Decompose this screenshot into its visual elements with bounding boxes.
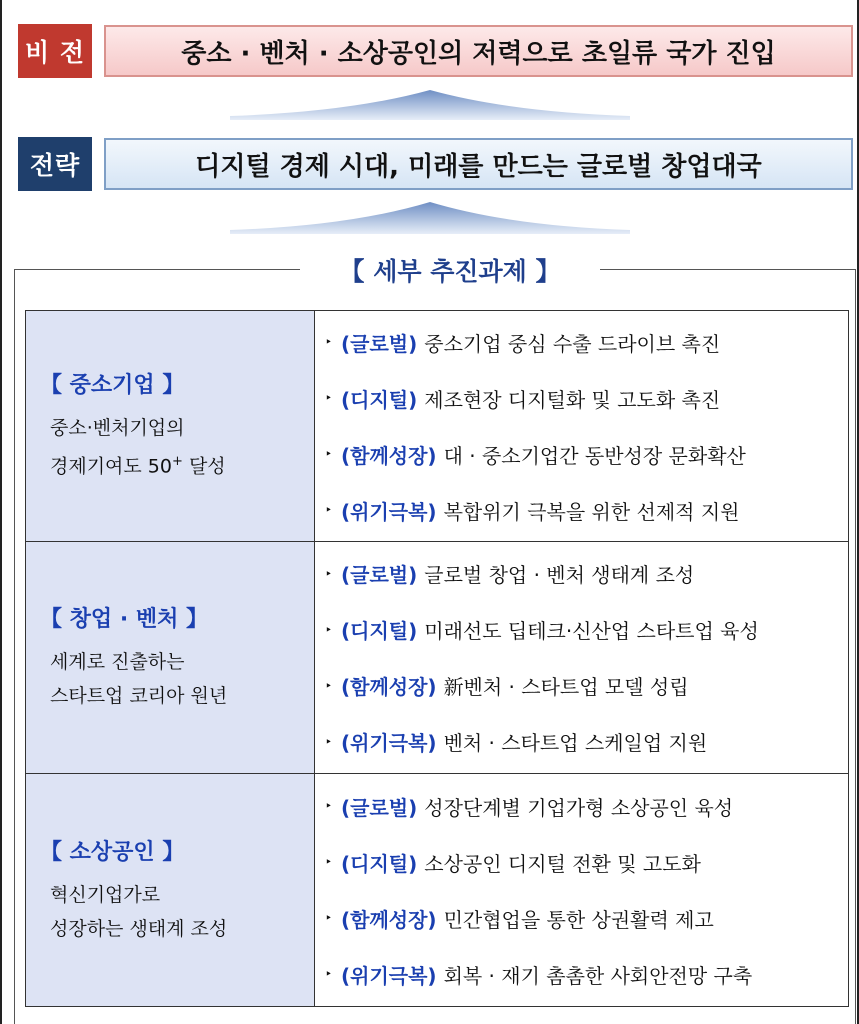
category-description [40,645,314,713]
category-cell [26,542,315,774]
bullet-icon: ‣ [325,855,333,869]
item-tag: (함께성장) [341,443,437,468]
item-text: 성장단계별 기업가형 소상공인 육성 [424,795,734,820]
item-text: 민간협업을 통한 상권활력 제고 [443,907,714,932]
bullet-icon: ‣ [325,622,333,637]
list-item [325,546,848,602]
desc-text: 경제기여도 50 [50,455,172,478]
bullet-icon: ‣ [325,503,333,517]
list-item [325,946,848,1002]
bullet-icon: ‣ [325,911,333,925]
bullet-icon: ‣ [325,967,333,981]
up-arrow-icon [230,86,630,120]
task-table [25,310,849,1007]
category-desc-line: 중소·벤처기업의 [50,417,185,440]
list-item [325,602,848,658]
category-cell [26,311,315,542]
category-cell [26,774,315,1007]
item-text: 중소기업 중심 수출 드라이브 촉진 [424,331,721,356]
category-description [40,878,314,946]
category-desc-line [50,445,314,483]
category-desc-line: 혁신기업가로 [50,883,161,906]
up-arrow-icon [230,196,630,234]
bullet-icon: ‣ [325,447,333,461]
list-item [325,426,848,482]
item-tag: (글로벌) [341,795,418,820]
item-tag: (글로벌) [341,331,418,356]
item-tag: (글로벌) [341,563,418,587]
list-item [325,658,848,714]
list-item [325,370,848,426]
bullet-icon: ‣ [325,391,333,405]
section-title: 【 세부 추진과제 】 [300,253,600,287]
bullet-icon: ‣ [325,734,333,749]
item-tag: (함께성장) [341,907,437,932]
bullet-icon: ‣ [325,799,333,813]
table-row [26,774,849,1007]
category-title: 【 소상공인 】 [40,839,185,865]
category-description [40,411,314,483]
list-item [325,714,848,770]
item-text: 미래선도 딥테크·신산업 스타트업 육성 [424,619,759,643]
desc-text-suffix: 달성 [182,455,226,478]
table-row [26,542,849,774]
desc-superscript: + [172,454,183,470]
category-title: 【 중소기업 】 [40,373,185,399]
bullet-icon: ‣ [325,678,333,693]
category-desc-line: 성장하는 생태계 조성 [50,917,228,940]
items-cell [315,774,849,1007]
item-text: 대 · 중소기업간 동반성장 문화확산 [443,443,746,468]
list-item [325,482,848,538]
item-tag: (위기극복) [341,731,437,755]
category-desc-line: 스타트업 코리아 원년 [50,685,228,707]
list-item [325,314,848,370]
item-text: 제조현장 디지털화 및 고도화 촉진 [424,387,721,412]
item-tag: (위기극복) [341,499,437,524]
item-tag: (디지털) [341,619,418,643]
page-left-border [0,0,2,1024]
bullet-icon: ‣ [325,335,333,349]
list-item [325,778,848,834]
item-text: 글로벌 창업 · 벤처 생태계 조성 [424,563,695,587]
strategy-tag: 전략 [18,137,92,191]
table-row [26,311,849,542]
category-desc-line: 세계로 진출하는 [50,651,185,673]
item-tag: (위기극복) [341,963,437,988]
items-cell [315,542,849,774]
vision-banner: 중소 · 벤처 · 소상공인의 저력으로 초일류 국가 진입 [104,25,853,77]
item-tag: (함께성장) [341,675,437,699]
vision-tag: 비 전 [18,24,92,78]
item-text: 복합위기 극복을 위한 선제적 지원 [443,499,740,524]
item-text: 소상공인 디지털 전환 및 고도화 [424,851,701,876]
item-tag: (디지털) [341,387,418,412]
item-text: 벤처 · 스타트업 스케일업 지원 [443,731,708,755]
category-title: 【 창업 · 벤처 】 [40,607,209,632]
item-text: 新벤처 · 스타트업 모델 성립 [443,675,689,699]
item-tag: (디지털) [341,851,418,876]
bullet-icon: ‣ [325,566,333,581]
list-item [325,834,848,890]
list-item [325,890,848,946]
item-text: 회복 · 재기 촘촘한 사회안전망 구축 [443,963,753,988]
strategy-banner: 디지털 경제 시대, 미래를 만드는 글로벌 창업대국 [104,138,853,190]
items-cell [315,311,849,542]
